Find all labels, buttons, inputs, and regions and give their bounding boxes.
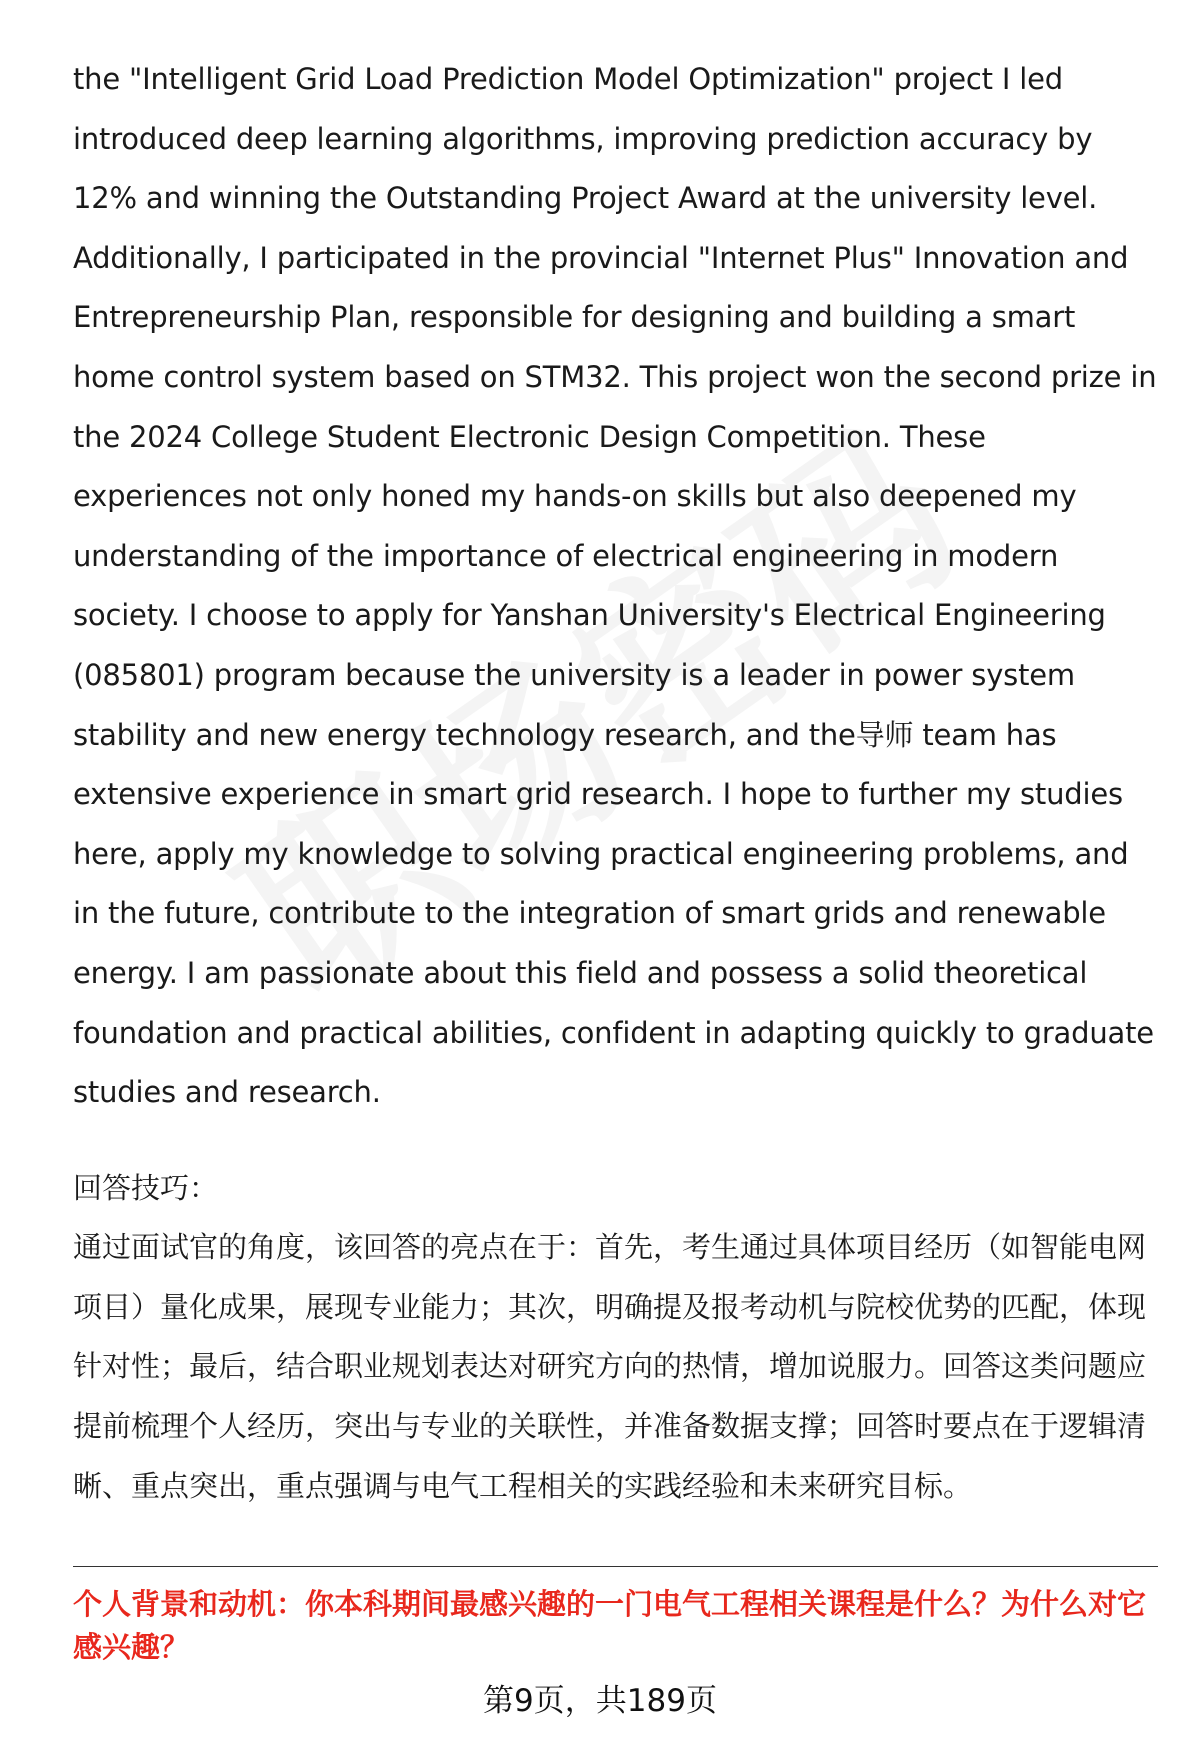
document-page: [73, 50, 1158, 1669]
page-number-footer: 第9页，共189页: [483, 1683, 717, 1719]
next-question-heading: 个人背景和动机：你本科期间最感兴趣的一门电气工程相关课程是什么？为什么对它感兴趣？: [73, 1587, 1147, 1665]
section-divider: [73, 1566, 1158, 1567]
tips-label: 回答技巧：: [73, 1170, 219, 1205]
answer-paragraph: the "Intelligent Grid Load Prediction Model Optimization" project I led introduced deep learning algorithms, improving prediction accuracy by 12% and winning the Outstanding Project Award at the university level. Additionally, I participated in the provincial "Internet Plus" Innovation and Entrepreneurship Plan, responsible for designing and building a smart home control system based on STM32. This project won the second prize in the 2024 College Student Electronic Design Competition. These experiences not only honed my hands-on skills but also deepened my understanding of the importance of electrical engineering in modern society. I choose to apply for Yanshan University's Electrical Engineering (085801) program because the university is a leader in power system stability and new energy technology research, and the导师 team has extensive experience in smart grid research. I hope to further my studies here, apply my knowledge to solving practical engineering problems, and in the future, contribute to the integration of smart grids and renewable energy. I am passionate about this field and possess a solid theoretical foundation and practical abilities, confident in adapting quickly to graduate studies and research.: [73, 62, 1157, 1110]
tips-paragraph: 通过面试官的角度，该回答的亮点在于：首先，考生通过具体项目经历（如智能电网项目）量化成果，展现专业能力；其次，明确提及报考动机与院校优势的匹配，体现针对性；最后，结合职业规划表达对研究方向的热情，增加说服力。回答这类问题应提前梳理个人经历，突出与专业的关联性，并准备数据支撑；回答时要点在于逻辑清晰、重点突出，重点强调与电气工程相关的实践经验和未来研究目标。: [73, 1230, 1147, 1503]
